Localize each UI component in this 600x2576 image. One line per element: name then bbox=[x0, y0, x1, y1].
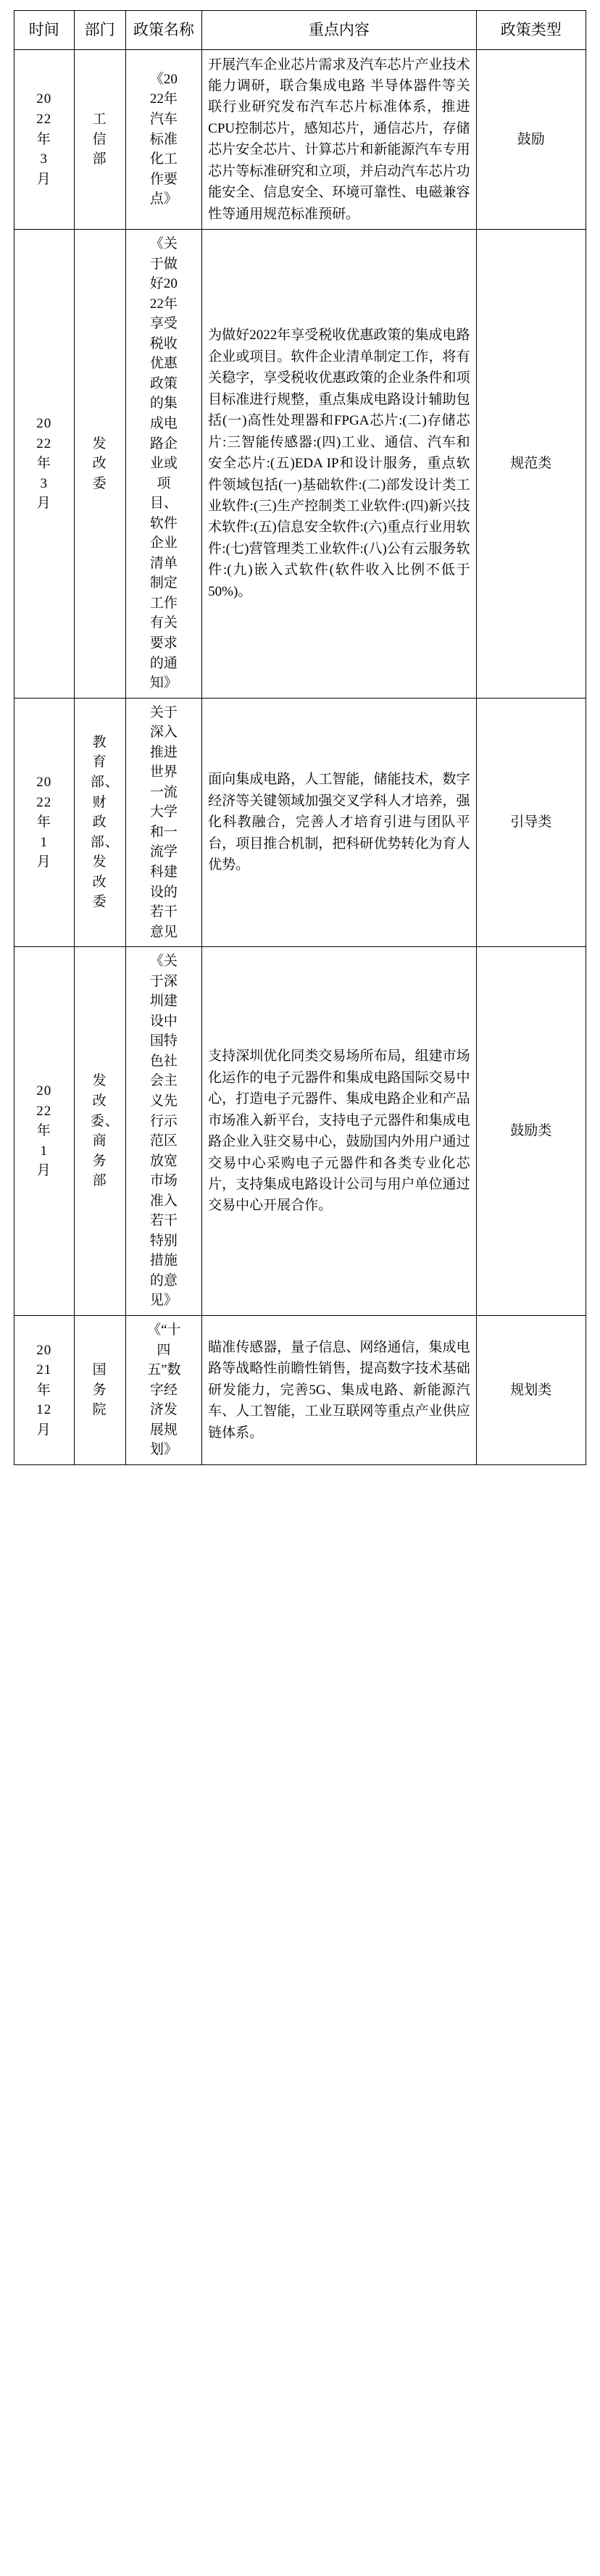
cell-policy-name: 《关于深圳建设中国特色社会主义先行示范区放宽市场准入若干特别措施的意见》 bbox=[125, 947, 202, 1316]
table-row bbox=[14, 230, 586, 699]
table-row bbox=[14, 947, 586, 1316]
cell-time: 2022年1月 bbox=[14, 698, 75, 947]
cell-policy-name: 关于深入推进世界一流大学和一流学科建设的若干意见 bbox=[125, 698, 202, 947]
table-header bbox=[14, 11, 586, 50]
cell-policy-type: 鼓励 bbox=[476, 49, 586, 230]
cell-policy-type: 引导类 bbox=[476, 698, 586, 947]
table-header-row bbox=[14, 11, 586, 50]
cell-time: 2022年3月 bbox=[14, 230, 75, 699]
cell-key-content: 开展汽车企业芯片需求及汽车芯片产业技术能力调研，联合集成电路 半导体器件等关联行业研究发布汽车芯片标准体系，推进CPU控制芯片，感知芯片，通信芯片，存储芯片安全芯片、计算芯片和新能源汽车专用芯片等标准研究和立项，并启动汽车芯片功能安全、信息安全、环境可靠性、电磁兼容性等通用规范标准预研。 bbox=[202, 49, 476, 230]
cell-policy-type: 规范类 bbox=[476, 230, 586, 699]
cell-time: 2022年1月 bbox=[14, 947, 75, 1316]
table-row bbox=[14, 1316, 586, 1465]
cell-department: 工信部 bbox=[74, 49, 125, 230]
cell-policy-type: 规划类 bbox=[476, 1316, 586, 1465]
table-body bbox=[14, 49, 586, 1464]
table-row bbox=[14, 698, 586, 947]
cell-policy-name: 《“十四五”数字经济发展规划》 bbox=[125, 1316, 202, 1465]
column-header-content: 重点内容 bbox=[202, 11, 476, 50]
cell-key-content: 为做好2022年享受税收优惠政策的集成电路企业或项目。软件企业清单制定工作，将有关稳字，享受税收优惠政策的企业条件和项目标准进行规整，重点集成电路设计辅助包括(一)高性处理器和FPGA芯片:(二)存储芯片:三智能传感器:(四)工业、通信、汽车和安全芯片:(五)EDA IP和设计服务，重点软件领域包括(一)基础软件:(二)部发设计类工业软件:(三)生产控制类工业软件:(四)新兴技术软件:(五)信息安全软件:(六)重点行业用软件:(七)营管理类工业软件:(八)公有云服务软件:(九)嵌入式软件(软件收入比例不低于50%)。 bbox=[202, 230, 476, 699]
column-header-name: 政策名称 bbox=[125, 11, 202, 50]
column-header-type: 政策类型 bbox=[476, 11, 586, 50]
cell-key-content: 支持深圳优化同类交易场所布局，组建市场化运作的电子元器件和集成电路国际交易中心，打造电子元器件、集成电路企业和产品市场准入新平台，支持电子元器件和集成电路企业入驻交易中心，鼓励国内外用户通过交易中心采购电子元器件和各类专业化芯片，支持集成电路设计公司与用户单位通过交易中心开展合作。 bbox=[202, 947, 476, 1316]
cell-policy-type: 鼓励类 bbox=[476, 947, 586, 1316]
cell-time: 2022年3月 bbox=[14, 49, 75, 230]
cell-key-content: 面向集成电路，人工智能，储能技术，数字经济等关键领域加强交叉学科人才培养，强化科教融合，完善人才培育引进与团队平台，项目推合机制，把科研优势转化为育人优势。 bbox=[202, 698, 476, 947]
column-header-time: 时间 bbox=[14, 11, 75, 50]
cell-department: 国务院 bbox=[74, 1316, 125, 1465]
cell-department: 教育部、财政部、发改委 bbox=[74, 698, 125, 947]
cell-department: 发改委、商务部 bbox=[74, 947, 125, 1316]
table-row bbox=[14, 49, 586, 230]
cell-policy-name: 《2022年汽车标准化工作要点》 bbox=[125, 49, 202, 230]
cell-policy-name: 《关于做好2022年享受税收优惠政策的集成电路企业或项目、软件企业清单制定工作有关要求的通知》 bbox=[125, 230, 202, 699]
cell-time: 2021年12月 bbox=[14, 1316, 75, 1465]
cell-department: 发改委 bbox=[74, 230, 125, 699]
policy-table bbox=[14, 10, 586, 1465]
column-header-dept: 部门 bbox=[74, 11, 125, 50]
cell-key-content: 瞄准传感器，量子信息、网络通信，集成电路等战略性前瞻性销售，提高数字技术基础研发能力，完善5G、集成电路、新能源汽车、人工智能，工业互联网等重点产业供应链体系。 bbox=[202, 1316, 476, 1465]
